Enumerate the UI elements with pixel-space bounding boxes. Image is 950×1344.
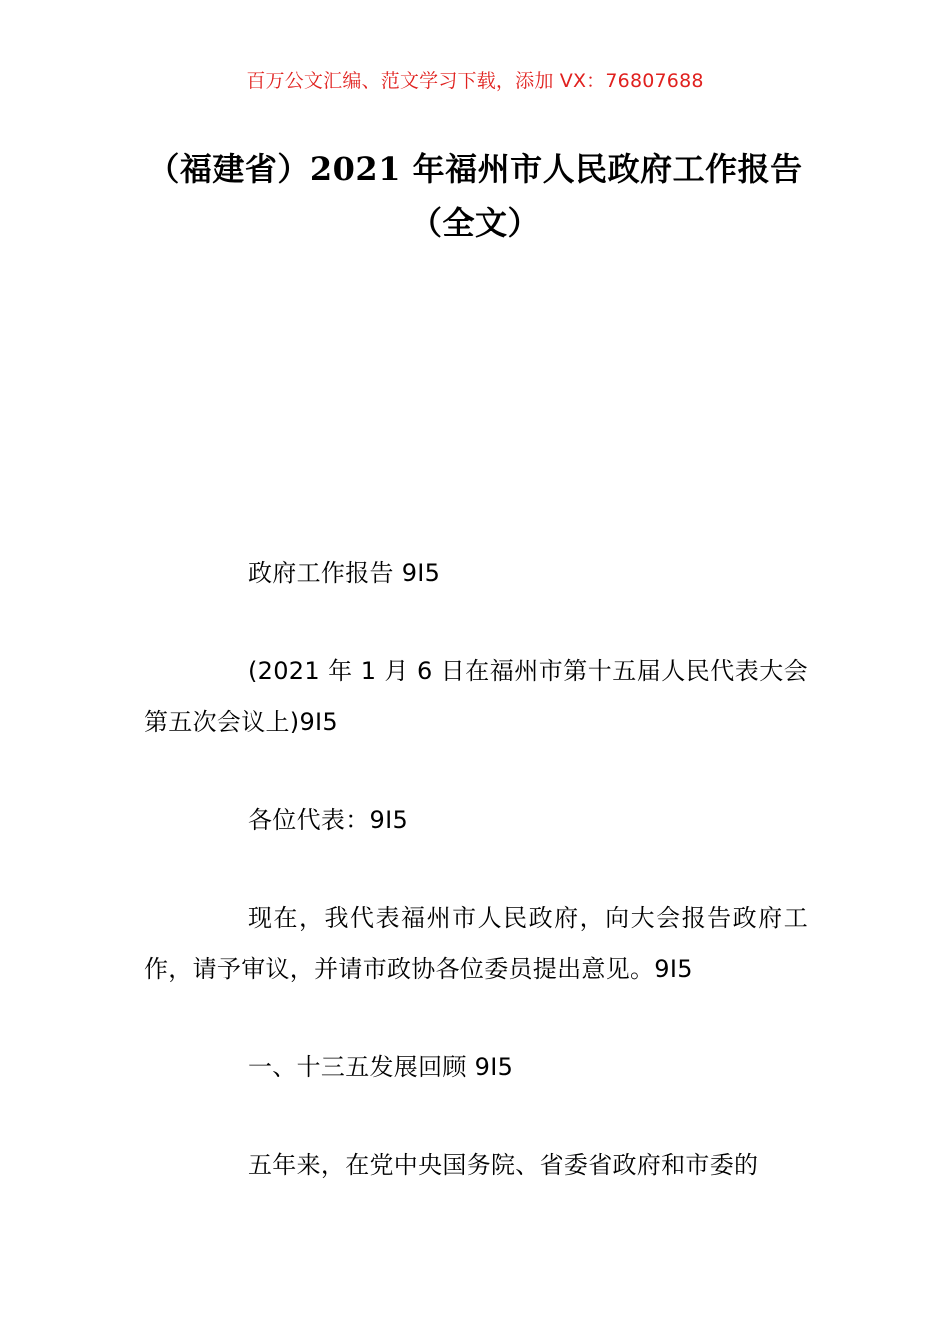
paragraph-meeting-date: (2021 年 1 月 6 日在福州市第十五届人民代表大会第五次会议上)9I5 <box>144 657 808 736</box>
paragraph-opening: 现在，我代表福州市人民政府，向大会报告政府工作，请予审议，并请市政协各位委员提出意见。9I5 <box>144 904 808 983</box>
document-title: （福建省）2021 年福州市人民政府工作报告（全文） <box>147 150 803 242</box>
header-promo-note: 百万公文汇编、范文学习下载，添加 VX：76807688 <box>246 70 704 92</box>
paragraph-review-start: 五年来，在党中央国务院、省委省政府和市委的 <box>248 1151 759 1179</box>
paragraph-report-heading: 政府工作报告 9I5 <box>248 559 441 587</box>
document-body <box>144 548 808 1238</box>
paragraph-section-heading: 一、十三五发展回顾 9I5 <box>248 1053 514 1081</box>
paragraph-salutation: 各位代表：9I5 <box>248 806 409 834</box>
